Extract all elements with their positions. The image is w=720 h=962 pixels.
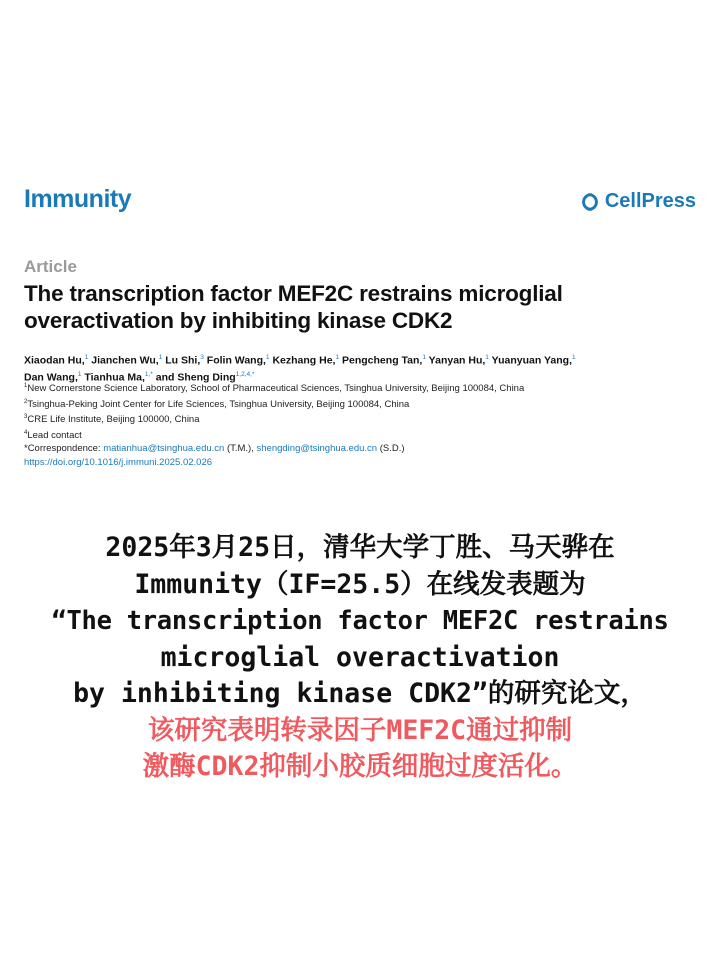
- affiliation-item: [24, 396, 696, 412]
- affiliation-number: 1: [24, 383, 28, 389]
- authors-line-1: [24, 351, 696, 368]
- publisher-name: CellPress: [604, 190, 696, 212]
- author-affiliation-mark: 1: [485, 354, 489, 361]
- affiliations: [24, 380, 696, 469]
- affiliation-text: CRE Life Institute, Beijing 100000, China: [27, 414, 200, 426]
- author-name: Dan Wang,: [24, 371, 78, 383]
- affiliation-number: 4: [24, 429, 28, 436]
- author-name: Xiaodan Hu,: [24, 354, 85, 367]
- author-affiliation-mark: 3: [200, 354, 204, 361]
- author-affiliation-mark: 1: [84, 354, 89, 361]
- affiliation-number: 2: [24, 398, 28, 405]
- affiliation-text: Lead contact: [27, 429, 82, 441]
- cellpress-logo-icon: [579, 191, 601, 213]
- email-note-2: (S.D.): [377, 443, 405, 455]
- journal-name: Immunity: [24, 185, 132, 213]
- caption-line: “The transcription factor MEF2C restrains: [51, 606, 669, 636]
- author-affiliation-mark: 1: [265, 354, 270, 361]
- title-line-2: overactivation by inhibiting kinase CDK2: [24, 308, 453, 333]
- email-note-1: (T.M.),: [224, 443, 257, 455]
- affiliation-text: Tsinghua-Peking Joint Center for Life Sciences, Tsinghua University, Beijing 100084, China: [27, 398, 410, 410]
- title-line-1: The transcription factor MEF2C restrains microglial: [24, 281, 563, 306]
- correspondence-label: *Correspondence:: [24, 443, 104, 455]
- doi-link[interactable]: https://doi.org/10.1016/j.immuni.2025.02.026: [24, 456, 213, 468]
- caption-line: microglial overactivation: [160, 641, 560, 673]
- author-name: Tianhua Ma,: [81, 371, 145, 383]
- author-affiliation-mark: 1: [158, 354, 163, 361]
- affiliation-text: New Cornerstone Science Laboratory, School of Pharmaceutical Sciences, Tsinghua University, Beijing 100084, China: [27, 383, 525, 395]
- email-link-2[interactable]: shengding@tsinghua.edu.cn: [256, 443, 378, 455]
- caption-line: by inhibiting kinase CDK2”的研究论文，: [73, 678, 647, 709]
- author-name: Yuanyuan Yang,: [488, 354, 572, 367]
- caption-line: 2025年3月25日，清华大学丁胜、马天骅在: [105, 532, 615, 563]
- correspondence: [24, 442, 696, 455]
- author-name: Kezhang He,: [269, 354, 336, 367]
- affiliation-number: 3: [24, 414, 28, 421]
- paper-title: [24, 280, 696, 334]
- author-name: Jianchen Wu,: [88, 354, 159, 367]
- email-link-1[interactable]: matianhua@tsinghua.edu.cn: [103, 443, 225, 455]
- affiliation-list: [24, 380, 696, 442]
- author-name: Lu Shi,: [162, 354, 201, 367]
- author-name: Pengcheng Tan,: [339, 354, 423, 367]
- author-affiliation-mark: 1,*: [144, 370, 153, 378]
- section-label: Article: [24, 257, 77, 276]
- author-name: Folin Wang,: [203, 354, 266, 367]
- author-affiliation-mark: 1,2,4,*: [235, 370, 255, 378]
- author-affiliation-mark: 1: [335, 354, 340, 361]
- chinese-caption: [0, 530, 720, 786]
- author-name: and Sheng Ding: [152, 371, 236, 383]
- author-affiliation-mark: 1: [77, 370, 82, 378]
- caption-line: Immunity（IF=25.5）在线发表题为: [134, 568, 586, 600]
- author-affiliation-mark: 1: [571, 354, 576, 361]
- author-name: Yanyan Hu,: [425, 354, 486, 367]
- publisher-logo: [579, 190, 696, 213]
- caption-highlight-line: 激酶CDK2抑制小胶质细胞过度活化。: [142, 751, 578, 782]
- affiliation-item: [24, 427, 696, 443]
- caption-highlight-line: 该研究表明转录因子MEF2C通过抑制: [147, 714, 573, 746]
- affiliation-item: [24, 411, 696, 427]
- author-affiliation-mark: 1: [422, 354, 426, 361]
- affiliation-item: [24, 380, 696, 396]
